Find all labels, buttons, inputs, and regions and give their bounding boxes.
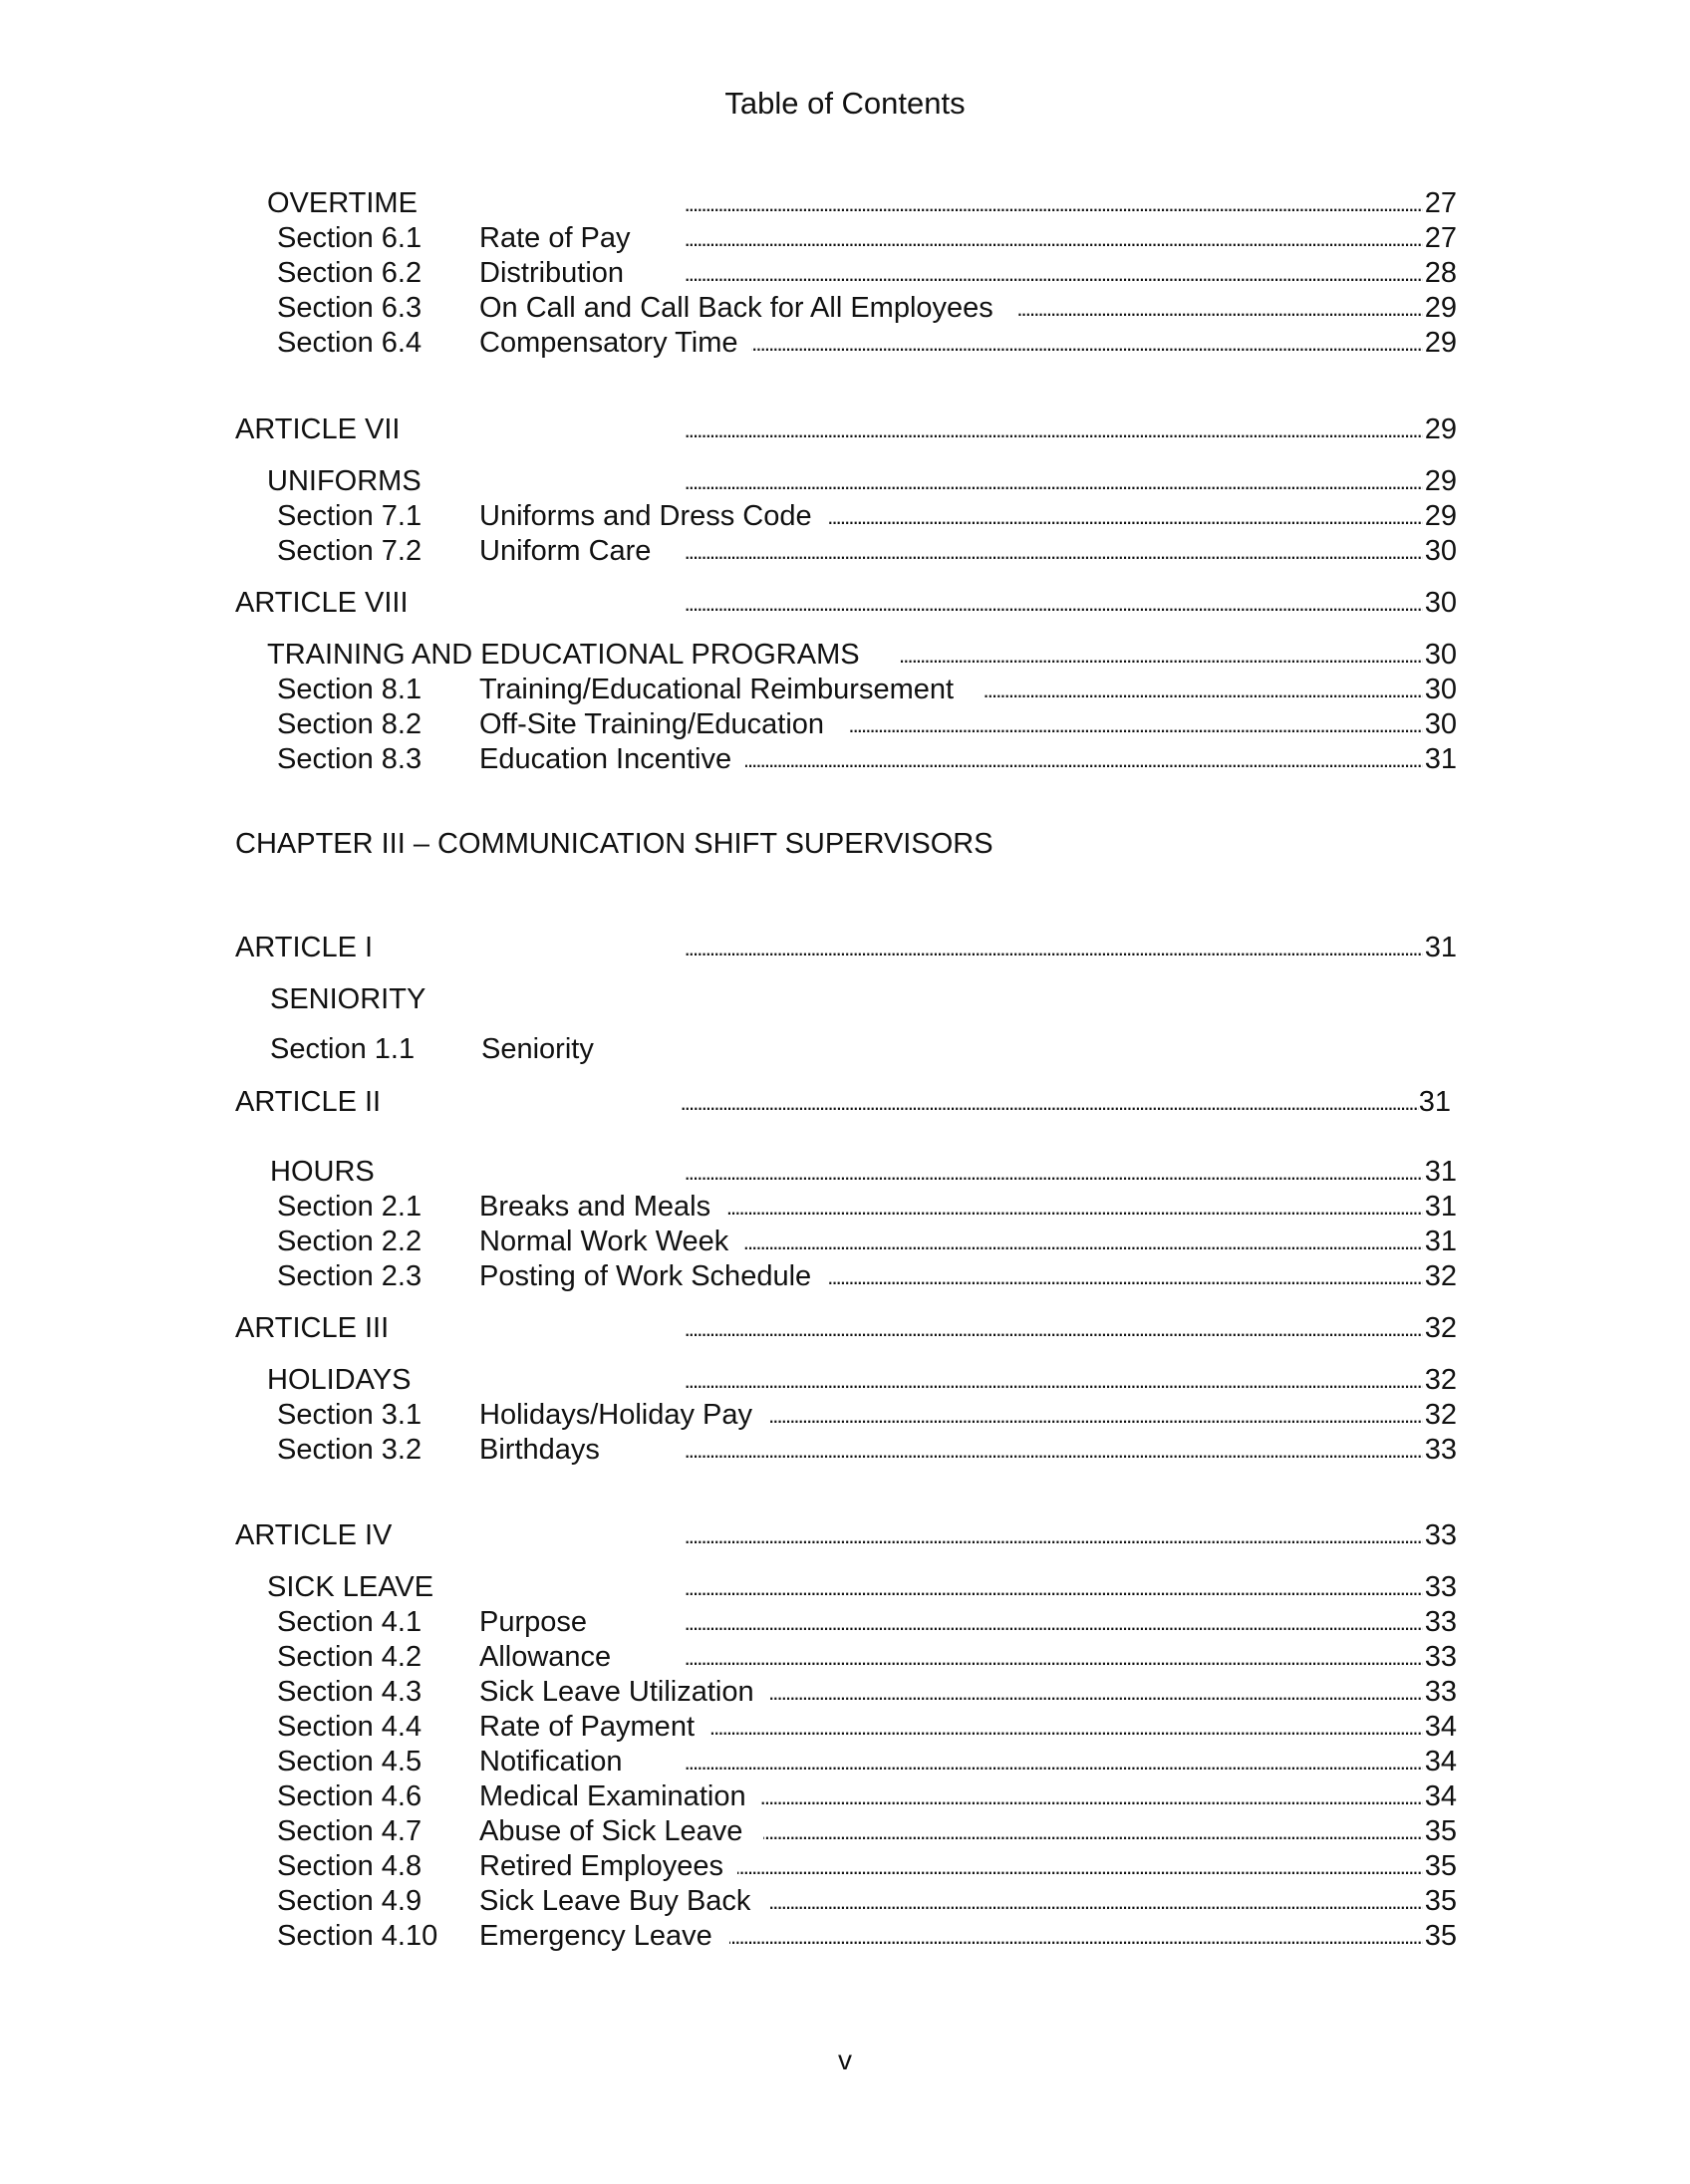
toc-section-row[interactable] — [0, 291, 1690, 326]
toc-section-row[interactable] — [0, 499, 1690, 534]
toc-page-number: 32 — [1424, 1312, 1457, 1344]
toc-section-row[interactable] — [0, 1710, 1690, 1745]
dot-leader — [660, 534, 1423, 569]
toc-heading-label: SENIORITY — [270, 983, 426, 1015]
toc-page-number: 29 — [1424, 327, 1457, 359]
dot-leader — [985, 673, 1423, 707]
dot-leader — [422, 586, 1423, 621]
toc-section-number: Section 4.6 — [277, 1780, 422, 1812]
toc-heading-label: OVERTIME — [267, 187, 418, 219]
toc-section-number: Section 8.2 — [277, 708, 422, 740]
toc-page-number: 32 — [1424, 1364, 1457, 1396]
toc-section-title: Birthdays — [479, 1434, 600, 1466]
toc-section-title: Uniform Care — [479, 535, 652, 567]
dot-leader — [383, 1155, 1423, 1190]
toc-heading-training[interactable] — [0, 638, 1690, 673]
toc-heading-hours[interactable] — [0, 1155, 1690, 1190]
toc-page-number: 30 — [1424, 674, 1457, 705]
toc-section-row[interactable] — [0, 1919, 1690, 1954]
dot-leader — [751, 326, 1423, 361]
toc-section-number: Section 2.1 — [277, 1191, 422, 1223]
toc-section-title: Training/Educational Reimbursement — [479, 674, 955, 705]
dot-leader — [769, 1398, 1423, 1433]
toc-page-number: 33 — [1424, 1519, 1457, 1551]
toc-page-number: 29 — [1424, 413, 1457, 445]
toc-section-number: Section 1.1 — [270, 1033, 416, 1065]
dot-leader — [444, 1570, 1423, 1605]
toc-heading-label: HOURS — [270, 1156, 375, 1188]
toc-page-number: 31 — [1424, 1191, 1457, 1223]
toc-page-number: 35 — [1424, 1885, 1457, 1917]
toc-page-number: 32 — [1424, 1260, 1457, 1292]
dot-leader — [761, 1779, 1423, 1814]
toc-section-number: Section 4.9 — [277, 1885, 422, 1917]
dot-leader — [424, 1363, 1423, 1398]
dot-leader — [829, 1259, 1423, 1294]
toc-section-title: Breaks and Meals — [479, 1191, 711, 1223]
toc-section-row[interactable] — [0, 1032, 1690, 1067]
toc-page-number: 34 — [1424, 1780, 1457, 1812]
toc-page-number: 31 — [1424, 932, 1457, 963]
toc-section-number: Section 6.1 — [277, 222, 422, 254]
toc-page-number: 35 — [1424, 1920, 1457, 1952]
dot-leader — [709, 1710, 1423, 1745]
toc-section-number: Section 6.2 — [277, 257, 422, 289]
toc-article-label: ARTICLE VII — [235, 413, 401, 445]
dot-leader — [769, 1675, 1423, 1710]
toc-page-number: 33 — [1424, 1434, 1457, 1466]
toc-section-title: Holidays/Holiday Pay — [479, 1399, 753, 1431]
dot-leader — [743, 1225, 1423, 1259]
dot-leader — [737, 1849, 1423, 1884]
toc-section-title: Sick Leave Buy Back — [479, 1885, 751, 1917]
toc-section-number: Section 4.8 — [277, 1850, 422, 1882]
toc-section-number: Section 4.3 — [277, 1676, 422, 1708]
toc-page-number: 32 — [1424, 1399, 1457, 1431]
toc-article-iv[interactable] — [0, 1518, 1690, 1553]
toc-article-vii[interactable] — [0, 412, 1690, 447]
toc-page-number: 33 — [1424, 1676, 1457, 1708]
toc-page-number: 34 — [1424, 1746, 1457, 1777]
toc-article-iii[interactable] — [0, 1311, 1690, 1346]
toc-section-title: Education Incentive — [479, 743, 732, 775]
toc-heading-seniority[interactable] — [0, 982, 1690, 1017]
dot-leader — [829, 499, 1423, 534]
toc-page-number: 27 — [1424, 187, 1457, 219]
toc-section-title: On Call and Call Back for All Employees — [479, 292, 993, 324]
dot-leader — [729, 1919, 1423, 1954]
dot-leader — [622, 1640, 1423, 1675]
toc-section-title: Posting of Work Schedule — [479, 1260, 812, 1292]
toc-section-title: Notification — [479, 1746, 623, 1777]
toc-page-number: 30 — [1424, 587, 1457, 619]
toc-section-row[interactable] — [0, 1259, 1690, 1294]
toc-article-i[interactable] — [0, 931, 1690, 965]
toc-section-row[interactable] — [0, 707, 1690, 742]
toc-section-row[interactable] — [0, 1190, 1690, 1225]
toc-heading-label: SICK LEAVE — [267, 1571, 434, 1603]
toc-section-title: Medical Examination — [479, 1780, 746, 1812]
toc-section-number: Section 3.1 — [277, 1399, 422, 1431]
toc-heading-label: TRAINING AND EDUCATIONAL PROGRAMS — [267, 639, 860, 671]
dot-leader — [632, 1745, 1423, 1779]
toc-section-title: Normal Work Week — [479, 1226, 729, 1257]
dot-leader — [608, 1433, 1423, 1468]
toc-page-number: 34 — [1424, 1711, 1457, 1743]
toc-section-number: Section 2.2 — [277, 1226, 422, 1257]
toc-section-title: Retired Employees — [479, 1850, 723, 1882]
toc-section-number: Section 8.1 — [277, 674, 422, 705]
toc-page-number: 33 — [1424, 1571, 1457, 1603]
toc-section-row[interactable] — [0, 1675, 1690, 1710]
toc-section-title: Allowance — [479, 1641, 612, 1673]
toc-page-number: 35 — [1424, 1850, 1457, 1882]
toc-section-title: Off-Site Training/Education — [479, 708, 825, 740]
toc-section-row[interactable] — [0, 1640, 1690, 1675]
toc-section-title: Uniforms and Dress Code — [479, 500, 812, 532]
toc-heading-sick-leave[interactable] — [0, 1570, 1690, 1605]
page-number-footer: v — [838, 2045, 852, 2075]
toc-section-number: Section 2.3 — [277, 1260, 422, 1292]
toc-section-row[interactable] — [0, 1605, 1690, 1640]
toc-section-title: Rate of Payment — [479, 1711, 695, 1743]
toc-section-number: Section 6.4 — [277, 327, 422, 359]
toc-page-number: 30 — [1424, 708, 1457, 740]
toc-page-number: 30 — [1424, 535, 1457, 567]
toc-page-number: 33 — [1424, 1641, 1457, 1673]
toc-article-label: ARTICLE VIII — [235, 587, 409, 619]
dot-leader — [899, 638, 1423, 673]
toc-section-row[interactable] — [0, 1398, 1690, 1433]
toc-section-row[interactable] — [0, 326, 1690, 361]
toc-section-number: Section 4.7 — [277, 1815, 422, 1847]
toc-page-number: 29 — [1424, 500, 1457, 532]
toc-section-number: Section 4.4 — [277, 1711, 422, 1743]
dot-leader — [638, 221, 1423, 256]
dot-leader — [426, 186, 1423, 221]
dot-leader — [417, 412, 1423, 447]
dot-leader — [769, 1884, 1423, 1919]
toc-section-row[interactable] — [0, 1814, 1690, 1849]
dot-leader — [492, 1518, 1423, 1553]
toc-heading-uniforms[interactable] — [0, 464, 1690, 499]
toc-page-number: 35 — [1424, 1815, 1457, 1847]
dot-leader — [763, 1814, 1423, 1849]
toc-section-number: Section 4.1 — [277, 1606, 422, 1638]
toc-heading-label: UNIFORMS — [267, 465, 422, 497]
dot-leader — [598, 1605, 1423, 1640]
dot-leader — [1018, 291, 1423, 326]
toc-section-row[interactable] — [0, 742, 1690, 777]
toc-section-row[interactable] — [0, 1745, 1690, 1779]
toc-section-row[interactable] — [0, 1225, 1690, 1259]
toc-section-number: Section 3.2 — [277, 1434, 422, 1466]
toc-page-number: 27 — [1424, 222, 1457, 254]
chapter-heading[interactable]: CHAPTER III – COMMUNICATION SHIFT SUPERVISORS — [235, 828, 993, 860]
toc-page-number: 29 — [1424, 292, 1457, 324]
toc-page-number: 31 — [1424, 1156, 1457, 1188]
toc-heading-overtime[interactable] — [0, 186, 1690, 221]
toc-section-number: Section 4.10 — [277, 1920, 438, 1952]
toc-section-number: Section 7.2 — [277, 535, 422, 567]
toc-section-number: Section 4.2 — [277, 1641, 422, 1673]
toc-section-number: Section 8.3 — [277, 743, 422, 775]
toc-page-number: 29 — [1424, 465, 1457, 497]
toc-section-row[interactable] — [0, 673, 1690, 707]
toc-page-number: 28 — [1424, 257, 1457, 289]
toc-heading-holidays[interactable] — [0, 1363, 1690, 1398]
toc-article-label: ARTICLE II — [235, 1086, 382, 1118]
dot-leader — [727, 1190, 1423, 1225]
toc-section-row[interactable] — [0, 221, 1690, 256]
toc-section-number: Section 6.3 — [277, 292, 422, 324]
page-title: Table of Contents — [724, 86, 966, 121]
toc-article-label: ARTICLE III — [235, 1312, 390, 1344]
toc-page-number: 31 — [1424, 743, 1457, 775]
toc-section-title: Sick Leave Utilization — [479, 1676, 754, 1708]
toc-section-title: Purpose — [479, 1606, 588, 1638]
toc-section-title: Compensatory Time — [479, 327, 738, 359]
toc-section-title: Seniority — [481, 1033, 594, 1065]
toc-page-number: 31 — [1424, 1226, 1457, 1257]
toc-section-title: Rate of Pay — [479, 222, 631, 254]
toc-section-row[interactable] — [0, 256, 1690, 291]
toc-section-row[interactable] — [0, 1849, 1690, 1884]
toc-page-number: 33 — [1424, 1606, 1457, 1638]
toc-article-viii[interactable] — [0, 586, 1690, 621]
toc-article-label: ARTICLE I — [235, 932, 374, 963]
toc-section-number: Section 7.1 — [277, 500, 422, 532]
dot-leader — [399, 1311, 1423, 1346]
toc-section-title: Emergency Leave — [479, 1920, 712, 1952]
toc-section-row[interactable] — [0, 534, 1690, 569]
toc-section-row[interactable] — [0, 1884, 1690, 1919]
toc-section-row[interactable] — [0, 1433, 1690, 1468]
toc-page-number: 31 — [1418, 1086, 1451, 1118]
toc-page-number: 30 — [1424, 639, 1457, 671]
toc-article-label: ARTICLE IV — [235, 1519, 393, 1551]
toc-section-title: Distribution — [479, 257, 625, 289]
dot-leader — [745, 742, 1423, 777]
toc-section-number: Section 4.5 — [277, 1746, 422, 1777]
dot-leader — [432, 464, 1423, 499]
toc-article-ii[interactable] — [0, 1085, 1690, 1120]
dot-leader — [393, 1085, 1419, 1120]
toc-section-title: Abuse of Sick Leave — [479, 1815, 743, 1847]
toc-heading-label: HOLIDAYS — [267, 1364, 412, 1396]
dot-leader — [385, 931, 1423, 965]
dot-leader — [632, 256, 1423, 291]
dot-leader — [849, 707, 1423, 742]
toc-section-row[interactable] — [0, 1779, 1690, 1814]
